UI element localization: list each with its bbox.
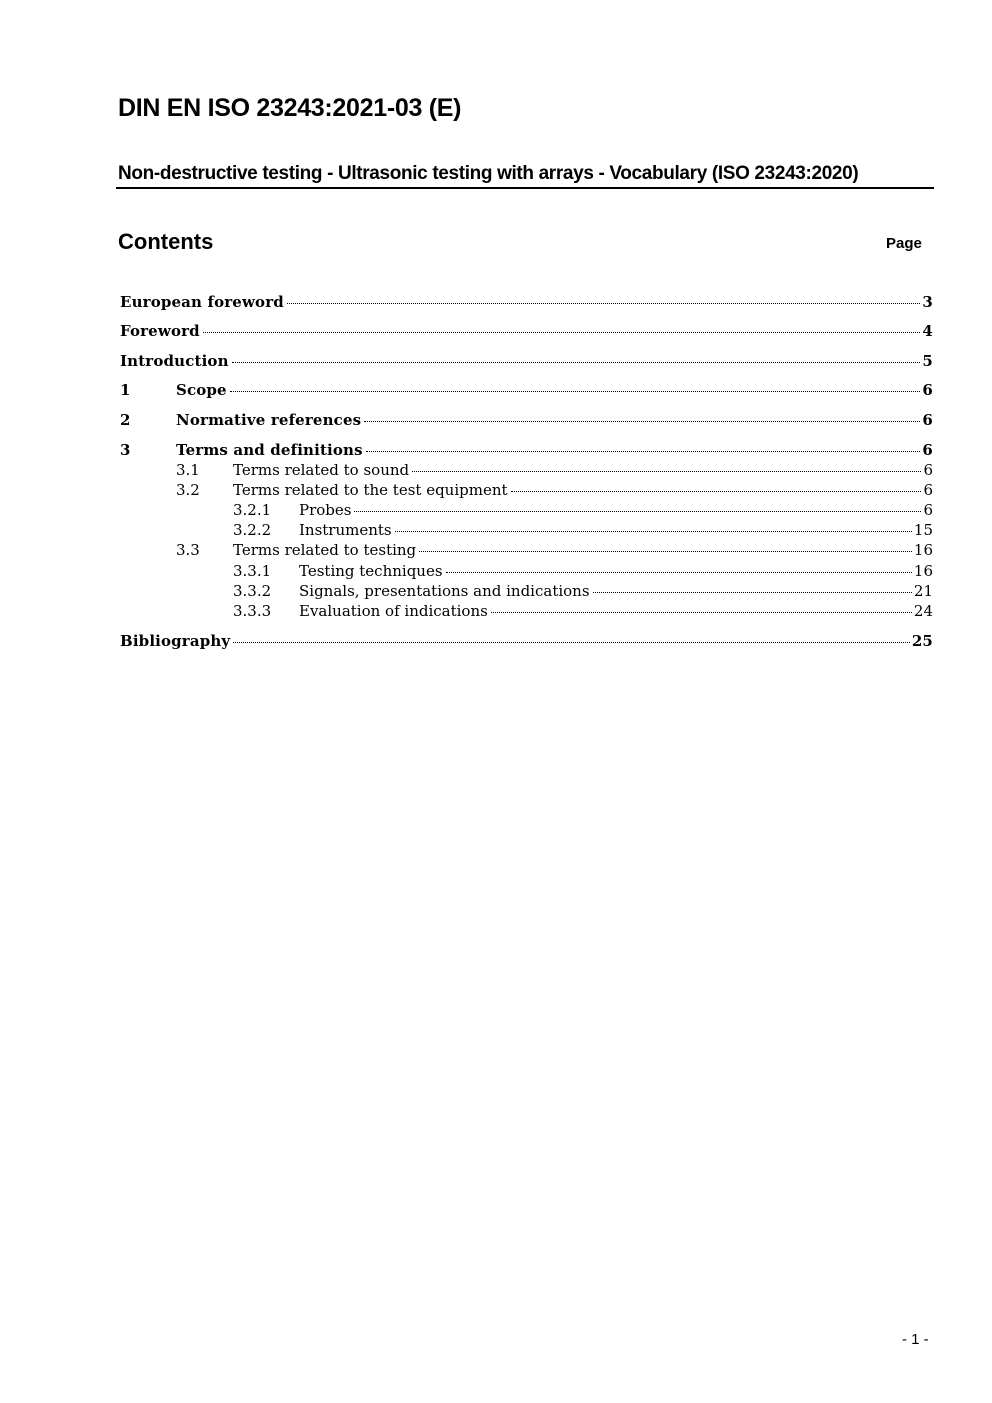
table-of-contents — [0, 0, 992, 700]
toc-dot-leader — [593, 592, 912, 593]
toc-entry-probes[interactable] — [233, 500, 933, 520]
toc-entry-terms-and-definitions[interactable] — [120, 440, 933, 460]
toc-entry-page: 6 — [923, 481, 933, 499]
toc-entry-page: 16 — [913, 541, 933, 559]
toc-dot-leader — [491, 612, 912, 613]
toc-entry-page: 6 — [923, 501, 933, 519]
toc-dot-leader — [203, 332, 921, 333]
toc-entry-signals-presentations-indications[interactable] — [233, 581, 933, 601]
toc-entry-title: Bibliography — [120, 632, 231, 650]
toc-entry-page: 21 — [913, 582, 933, 600]
document-subtitle: Non-destructive testing - Ultrasonic testing with arrays - Vocabulary (ISO 23243:2020) — [118, 163, 859, 184]
toc-entry-number: 3.3.2 — [233, 582, 272, 600]
toc-entry-european-foreword[interactable] — [120, 292, 933, 312]
toc-entry-foreword[interactable] — [120, 321, 933, 341]
toc-entry-number: 3.2.1 — [233, 501, 272, 519]
toc-entry-evaluation-of-indications[interactable] — [233, 601, 933, 621]
toc-dot-leader — [412, 471, 921, 472]
toc-entry-title: Testing techniques — [299, 562, 443, 580]
toc-entry-number: 3.1 — [176, 461, 200, 479]
toc-entry-title: Probes — [299, 501, 352, 519]
toc-entry-normative-references[interactable] — [120, 410, 933, 430]
toc-entry-page: 24 — [913, 602, 933, 620]
toc-entry-title: Introduction — [120, 352, 229, 370]
toc-dot-leader — [354, 511, 921, 512]
toc-entry-terms-related-to-testing[interactable] — [176, 540, 933, 560]
toc-entry-terms-related-to-sound[interactable] — [176, 460, 933, 480]
toc-entry-page: 3 — [922, 293, 933, 311]
toc-entry-number: 3.3.1 — [233, 562, 272, 580]
toc-entry-page: 6 — [922, 411, 933, 429]
toc-entry-introduction[interactable] — [120, 351, 933, 371]
toc-dot-leader — [232, 362, 921, 363]
toc-dot-leader — [287, 303, 921, 304]
toc-entry-title: Evaluation of indications — [299, 602, 488, 620]
toc-entry-number: 3.3 — [176, 541, 200, 559]
toc-entry-title: Instruments — [299, 521, 392, 539]
toc-entry-page: 5 — [922, 352, 933, 370]
toc-dot-leader — [419, 551, 912, 552]
toc-entry-title: Terms related to testing — [233, 541, 417, 559]
toc-entry-bibliography[interactable] — [120, 631, 933, 651]
toc-entry-number: 1 — [120, 381, 131, 399]
toc-dot-leader — [446, 572, 912, 573]
toc-entry-scope[interactable] — [120, 380, 933, 400]
toc-entry-title: Scope — [176, 381, 227, 399]
toc-entry-number: 3.2.2 — [233, 521, 272, 539]
page-number: - 1 - — [902, 1331, 929, 1348]
toc-entry-title: Terms related to sound — [233, 461, 410, 479]
document-title: DIN EN ISO 23243:2021-03 (E) — [118, 94, 462, 122]
toc-dot-leader — [233, 642, 910, 643]
toc-dot-leader — [366, 451, 921, 452]
toc-entry-page: 15 — [913, 521, 933, 539]
page-column-label: Page — [886, 235, 922, 252]
toc-entry-page: 6 — [923, 461, 933, 479]
toc-entry-testing-techniques[interactable] — [233, 561, 933, 581]
toc-entry-title: Foreword — [120, 322, 200, 340]
toc-entry-number: 3.3.3 — [233, 602, 272, 620]
toc-dot-leader — [395, 531, 912, 532]
toc-entry-page: 6 — [922, 441, 933, 459]
toc-entry-number: 3.2 — [176, 481, 200, 499]
toc-entry-page: 16 — [913, 562, 933, 580]
toc-entry-title: Terms related to the test equipment — [233, 481, 508, 499]
toc-entry-page: 25 — [911, 632, 933, 650]
toc-entry-terms-related-to-test-equipment[interactable] — [176, 480, 933, 500]
toc-entry-number: 2 — [120, 411, 131, 429]
contents-heading: Contents — [118, 229, 214, 254]
toc-dot-leader — [364, 421, 920, 422]
toc-entry-instruments[interactable] — [233, 520, 933, 540]
toc-entry-title: Signals, presentations and indications — [299, 582, 590, 600]
toc-entry-title: Normative references — [176, 411, 362, 429]
toc-entry-page: 6 — [922, 381, 933, 399]
toc-entry-page: 4 — [922, 322, 933, 340]
toc-dot-leader — [230, 391, 921, 392]
toc-dot-leader — [511, 491, 922, 492]
toc-entry-number: 3 — [120, 441, 131, 459]
toc-entry-title: European foreword — [120, 293, 284, 311]
toc-entry-title: Terms and definitions — [176, 441, 363, 459]
